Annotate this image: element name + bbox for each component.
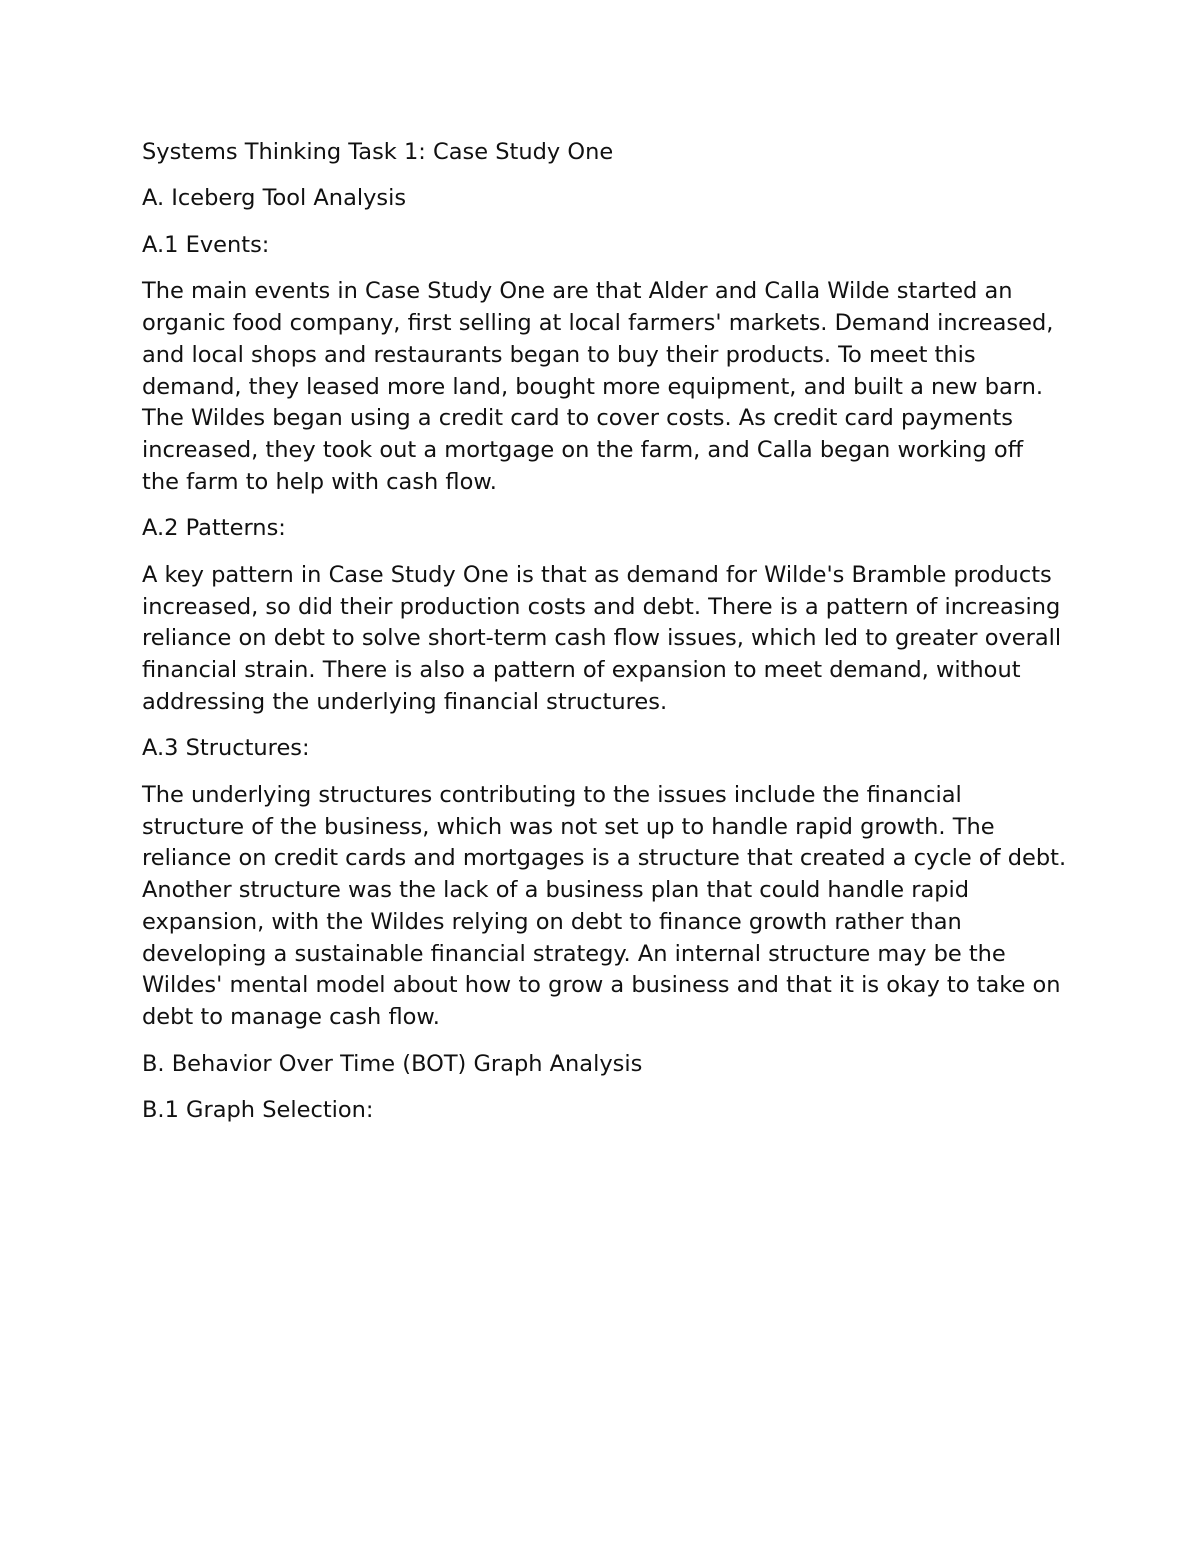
a1-events-heading: A.1 Events: bbox=[142, 231, 270, 258]
b1-graph-selection-heading: B.1 Graph Selection: bbox=[142, 1097, 374, 1124]
a2-patterns-paragraph: A key pattern in Case Study One is that as demand for Wilde's Bramble products increased, so did their production costs and debt. There is a pattern of increasing reliance on debt to solve short-term cash flow issues, which led to greater overall financial strain. There is also a pattern of expansion to meet demand, without addressing the underlying financial structures. bbox=[142, 561, 1062, 715]
a1-events-paragraph: The main events in Case Study One are that Alder and Calla Wilde started an organic food company, first selling at local farmers' markets. Demand increased, and local shops and restaurants began to buy their products. To meet this demand, they leased more land, bought more equipment, and built a new barn. The Wildes began using a credit card to cover costs. As credit card payments increased, they took out a mortgage on the farm, and Calla began working off the farm to help with cash flow. bbox=[142, 278, 1054, 495]
section-a-heading: A. Iceberg Tool Analysis bbox=[142, 185, 407, 212]
a3-structures-heading: A.3 Structures: bbox=[142, 735, 310, 762]
a3-structures-paragraph: The underlying structures contributing to the issues include the financial structure of the business, which was not set up to handle rapid growth. The reliance on credit cards and mortgages is a structure that created a cycle of debt. Another structure was the lack of a business plan that could handle rapid expansion, with the Wildes relying on debt to finance growth rather than developing a sustainable financial strategy. An internal structure may be the Wildes' mental model about how to grow a business and that it is okay to take on debt to manage cash flow. bbox=[142, 781, 1067, 1031]
section-b-heading: B. Behavior Over Time (BOT) Graph Analysis bbox=[142, 1050, 643, 1077]
a2-patterns-heading: A.2 Patterns: bbox=[142, 515, 286, 542]
document-title: Systems Thinking Task 1: Case Study One bbox=[142, 139, 614, 165]
document-body bbox=[142, 137, 1067, 1141]
